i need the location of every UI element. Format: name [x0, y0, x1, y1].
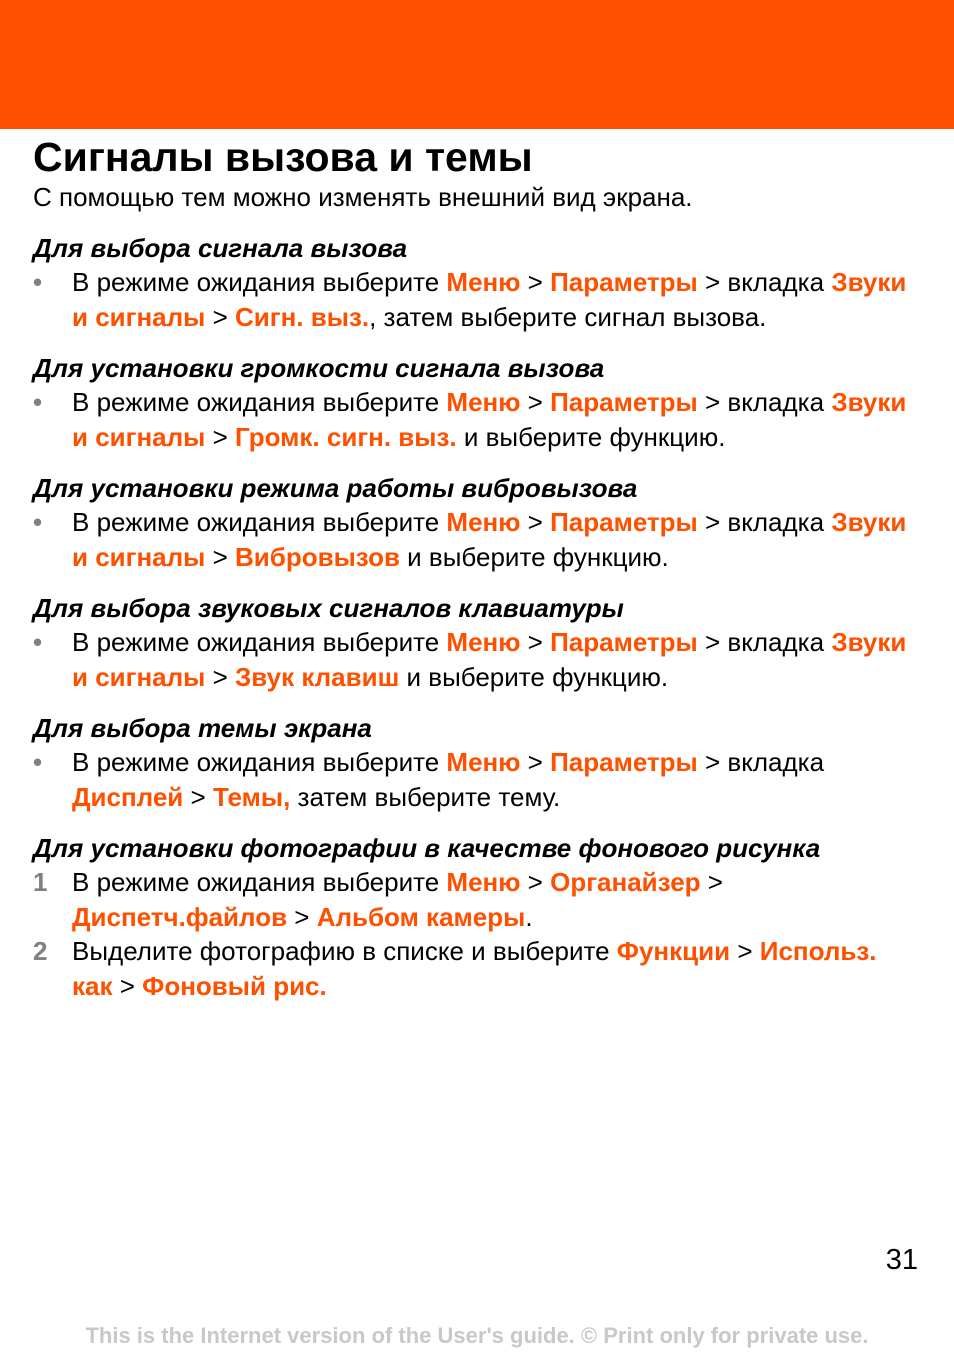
instruction-text: > [520, 747, 551, 777]
menu-path-term: Сигн. выз. [235, 301, 370, 332]
instruction-text: > [700, 867, 723, 897]
instruction-text: > [520, 387, 551, 417]
section-heading: Для установки фотографии в качестве фонового рисунка [33, 833, 821, 863]
menu-path-term: Дисплей [72, 781, 184, 812]
instruction-text: > [183, 781, 213, 812]
bullet-marker: • [33, 387, 43, 417]
bullet-item [33, 505, 923, 574]
instruction-text: В режиме ожидания выберите [72, 627, 447, 657]
instruction-section [33, 591, 923, 694]
menu-path-term: Меню [446, 867, 521, 897]
instruction-text: В режиме ожидания выберите [72, 747, 447, 777]
section-heading: Для установки громкости сигнала вызова [33, 353, 605, 383]
menu-path-term: Фоновый рис. [142, 970, 327, 1001]
menu-path-term: Вибровызов [235, 541, 400, 572]
numbered-step [33, 865, 923, 934]
instruction-text: > вкладка [697, 267, 832, 297]
instruction-sections [33, 231, 923, 1003]
intro-text: С помощью тем можно изменять внешний вид экрана. [33, 182, 693, 212]
instruction-section [33, 351, 923, 454]
instruction-text: > [520, 507, 551, 537]
instruction-text: > [205, 541, 236, 572]
bullet-marker: • [33, 267, 43, 297]
section-heading: Для выбора сигнала вызова [33, 233, 408, 263]
instruction-text: > [205, 421, 236, 452]
menu-path-term: Звуки и сигналы [72, 507, 907, 572]
menu-path-term: Диспетч.файлов [72, 901, 288, 932]
instruction-text: > вкладка [697, 507, 832, 537]
menu-path-term: Меню [446, 267, 521, 297]
page-number: 31 [885, 1244, 918, 1276]
numbered-step [33, 934, 923, 1003]
instruction-section [33, 711, 923, 814]
instruction-text: В режиме ожидания выберите [72, 867, 447, 897]
step-number: 1 [33, 867, 48, 897]
instruction-text: и выберите функцию. [456, 421, 726, 452]
menu-path-term: Альбом камеры [316, 901, 526, 932]
menu-path-term: Звуки и сигналы [72, 387, 907, 452]
instruction-text: Выделите фотографию в списке и выберите [72, 936, 617, 966]
bullet-marker: • [33, 747, 43, 777]
instruction-section [33, 471, 923, 574]
step-number: 2 [33, 936, 48, 966]
instruction-section [33, 231, 923, 334]
instruction-text: В режиме ожидания выберите [72, 387, 447, 417]
page-content [33, 133, 923, 1020]
instruction-text: . [525, 901, 533, 932]
instruction-text: > [287, 901, 317, 932]
menu-path-term: Использ. как [72, 936, 877, 1001]
menu-path-term: Меню [446, 747, 521, 777]
instruction-text: > [205, 661, 236, 692]
instruction-text: > [520, 267, 551, 297]
instruction-text: затем выберите тему. [290, 781, 561, 812]
menu-path-term: Звуки и сигналы [72, 267, 907, 332]
bullet-marker: • [33, 627, 43, 657]
bullet-item [33, 385, 923, 454]
instruction-text: > вкладка [697, 387, 832, 417]
instruction-text: > вкладка [697, 627, 832, 657]
instruction-text: В режиме ожидания выберите [72, 267, 447, 297]
instruction-text: , затем выберите сигнал вызова. [369, 301, 767, 332]
menu-path-term: Громк. сигн. выз. [235, 421, 457, 452]
instruction-text: > вкладка [697, 747, 825, 777]
instruction-text: и выберите функцию. [399, 661, 669, 692]
instruction-text: и выберите функцию. [399, 541, 669, 572]
bullet-item [33, 265, 923, 334]
menu-path-term: Звук клавиш [235, 661, 400, 692]
section-heading: Для выбора темы экрана [33, 713, 372, 743]
menu-path-term: Параметры [550, 507, 698, 537]
instruction-text: > [205, 301, 236, 332]
bullet-item [33, 625, 923, 694]
bullet-marker: • [33, 507, 43, 537]
menu-path-term: Меню [446, 387, 521, 417]
instruction-text: > [520, 627, 551, 657]
instruction-text: > [730, 936, 760, 966]
menu-path-term: Параметры [550, 627, 698, 657]
section-heading: Для выбора звуковых сигналов клавиатуры [33, 593, 624, 623]
menu-path-term: Параметры [550, 387, 698, 417]
menu-path-term: Параметры [550, 747, 698, 777]
menu-path-term: Темы, [212, 781, 291, 812]
bullet-item [33, 745, 923, 814]
instruction-text: > [112, 970, 143, 1001]
instruction-text: В режиме ожидания выберите [72, 507, 447, 537]
menu-path-term: Звуки и сигналы [72, 627, 907, 692]
top-color-band [0, 0, 954, 129]
menu-path-term: Меню [446, 507, 521, 537]
menu-path-term: Органайзер [550, 867, 701, 897]
menu-path-term: Функции [616, 936, 731, 966]
footer-notice: This is the Internet version of the User's guide. © Print only for private use. [85, 1323, 869, 1348]
instruction-text: > [520, 867, 551, 897]
menu-path-term: Параметры [550, 267, 698, 297]
section-heading: Для установки режима работы вибровызова [33, 473, 638, 503]
instruction-section [33, 831, 923, 1003]
menu-path-term: Меню [446, 627, 521, 657]
page-title: Сигналы вызова и темы [33, 134, 533, 180]
